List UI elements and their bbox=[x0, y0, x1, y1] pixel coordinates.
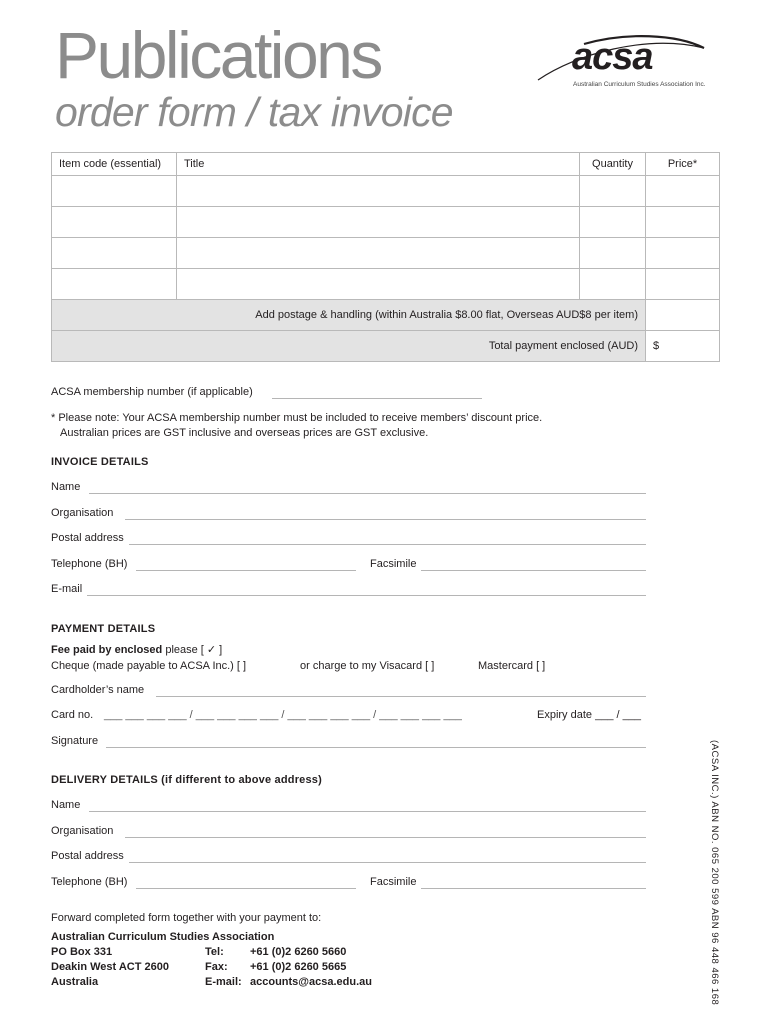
order-table bbox=[51, 152, 720, 362]
title-cell[interactable] bbox=[177, 207, 580, 238]
signature-label: Signature bbox=[51, 735, 99, 747]
membership-label: ACSA membership number (if applicable) bbox=[51, 386, 253, 398]
delivery-postal-label: Postal address bbox=[51, 850, 124, 862]
invoice-name-label: Name bbox=[51, 481, 81, 493]
quantity-cell[interactable] bbox=[580, 207, 646, 238]
fax-value: +61 (0)2 6260 5665 bbox=[250, 961, 347, 973]
delivery-postal-field[interactable] bbox=[129, 862, 646, 863]
address-city: Deakin West ACT 2600 bbox=[51, 961, 169, 973]
price-cell[interactable] bbox=[646, 269, 720, 300]
address-po: PO Box 331 bbox=[51, 946, 113, 958]
membership-number-field[interactable] bbox=[272, 398, 482, 399]
invoice-telephone-label: Telephone (BH) bbox=[51, 558, 128, 570]
price-cell[interactable] bbox=[646, 207, 720, 238]
invoice-postal-label: Postal address bbox=[51, 532, 124, 544]
expiry-date-field[interactable]: Expiry date ___ / ___ bbox=[537, 709, 641, 721]
tel-label: Tel: bbox=[205, 946, 224, 958]
delivery-telephone-field[interactable] bbox=[136, 888, 356, 889]
delivery-telephone-label: Telephone (BH) bbox=[51, 876, 128, 888]
invoice-heading: INVOICE DETAILS bbox=[51, 456, 149, 468]
table-row bbox=[52, 269, 720, 300]
postage-row bbox=[52, 300, 720, 331]
signature-field[interactable] bbox=[106, 747, 646, 748]
table-row bbox=[52, 207, 720, 238]
postage-value[interactable] bbox=[646, 300, 720, 331]
invoice-organisation-label: Organisation bbox=[51, 507, 114, 519]
side-abn-text-container bbox=[706, 740, 720, 1006]
order-table-header bbox=[52, 153, 720, 176]
address-org: Australian Curriculum Studies Association bbox=[51, 931, 275, 943]
total-row bbox=[52, 331, 720, 362]
acsa-logo bbox=[536, 34, 726, 92]
page-title: Publications bbox=[55, 18, 381, 92]
item-code-cell[interactable] bbox=[52, 269, 177, 300]
title-cell[interactable] bbox=[177, 176, 580, 207]
cardholder-field[interactable] bbox=[156, 696, 646, 697]
invoice-telephone-field[interactable] bbox=[136, 570, 356, 571]
quantity-cell[interactable] bbox=[580, 238, 646, 269]
membership-note-line2: Australian prices are GST inclusive and overseas prices are GST exclusive. bbox=[60, 427, 429, 439]
col-price: Price* bbox=[646, 153, 720, 176]
fee-paid-bold: Fee paid by enclosed bbox=[51, 644, 163, 656]
invoice-name-field[interactable] bbox=[89, 493, 646, 494]
delivery-organisation-label: Organisation bbox=[51, 825, 114, 837]
quantity-cell[interactable] bbox=[580, 269, 646, 300]
price-cell[interactable] bbox=[646, 238, 720, 269]
payment-heading: PAYMENT DETAILS bbox=[51, 623, 156, 635]
item-code-cell[interactable] bbox=[52, 238, 177, 269]
invoice-postal-field[interactable] bbox=[129, 544, 646, 545]
email-value[interactable]: accounts@acsa.edu.au bbox=[250, 976, 372, 988]
quantity-cell[interactable] bbox=[580, 176, 646, 207]
forward-instruction: Forward completed form together with your payment to: bbox=[51, 912, 322, 924]
invoice-facsimile-field[interactable] bbox=[421, 570, 646, 571]
col-item-code: Item code (essential) bbox=[52, 153, 177, 176]
title-cell[interactable] bbox=[177, 269, 580, 300]
address-country: Australia bbox=[51, 976, 99, 988]
logo-tagline: Australian Curriculum Studies Association Inc. bbox=[573, 81, 706, 88]
email-label: E-mail: bbox=[205, 976, 242, 988]
logo-wordmark: acsa bbox=[572, 36, 653, 78]
total-label: Total payment enclosed (AUD) bbox=[52, 331, 646, 362]
cheque-checkbox[interactable]: Cheque (made payable to ACSA Inc.) [ ] bbox=[51, 660, 247, 672]
abn-side-text: (ACSA INC.) ABN NO. 065 200 599 ABN 96 448 466 168 bbox=[709, 740, 720, 1006]
invoice-email-label: E-mail bbox=[51, 583, 83, 595]
card-number-field[interactable]: ___ ___ ___ ___ / ___ ___ ___ ___ / ___ ___ ___ ___ / ___ ___ ___ ___ bbox=[104, 709, 462, 721]
item-code-cell[interactable] bbox=[52, 176, 177, 207]
delivery-name-label: Name bbox=[51, 799, 81, 811]
mastercard-checkbox[interactable]: Mastercard [ ] bbox=[478, 660, 546, 672]
cardholder-label: Cardholder’s name bbox=[51, 684, 145, 696]
fax-label: Fax: bbox=[205, 961, 228, 973]
page-subtitle: order form / tax invoice bbox=[55, 89, 453, 135]
table-row bbox=[52, 176, 720, 207]
delivery-facsimile-label: Facsimile bbox=[370, 876, 417, 888]
table-row bbox=[52, 238, 720, 269]
item-code-cell[interactable] bbox=[52, 207, 177, 238]
fee-paid-line bbox=[51, 643, 222, 656]
tel-value: +61 (0)2 6260 5660 bbox=[250, 946, 347, 958]
membership-note-line1: * Please note: Your ACSA membership number must be included to receive members’ discount price. bbox=[51, 412, 543, 424]
col-title: Title bbox=[177, 153, 580, 176]
invoice-facsimile-label: Facsimile bbox=[370, 558, 417, 570]
delivery-name-field[interactable] bbox=[89, 811, 646, 812]
delivery-facsimile-field[interactable] bbox=[421, 888, 646, 889]
invoice-email-field[interactable] bbox=[87, 595, 646, 596]
invoice-organisation-field[interactable] bbox=[125, 519, 646, 520]
col-quantity: Quantity bbox=[580, 153, 646, 176]
postage-label: Add postage & handling (within Australia $8.00 flat, Overseas AUD$8 per item) bbox=[52, 300, 646, 331]
fee-paid-rest: please [ ✓ ] bbox=[165, 644, 223, 656]
card-number-label: Card no. bbox=[51, 709, 94, 721]
total-value[interactable]: $ bbox=[646, 331, 720, 362]
price-cell[interactable] bbox=[646, 176, 720, 207]
delivery-organisation-field[interactable] bbox=[125, 837, 646, 838]
visacard-checkbox[interactable]: or charge to my Visacard [ ] bbox=[300, 660, 435, 672]
delivery-heading: DELIVERY DETAILS (if different to above address) bbox=[51, 774, 322, 786]
title-cell[interactable] bbox=[177, 238, 580, 269]
